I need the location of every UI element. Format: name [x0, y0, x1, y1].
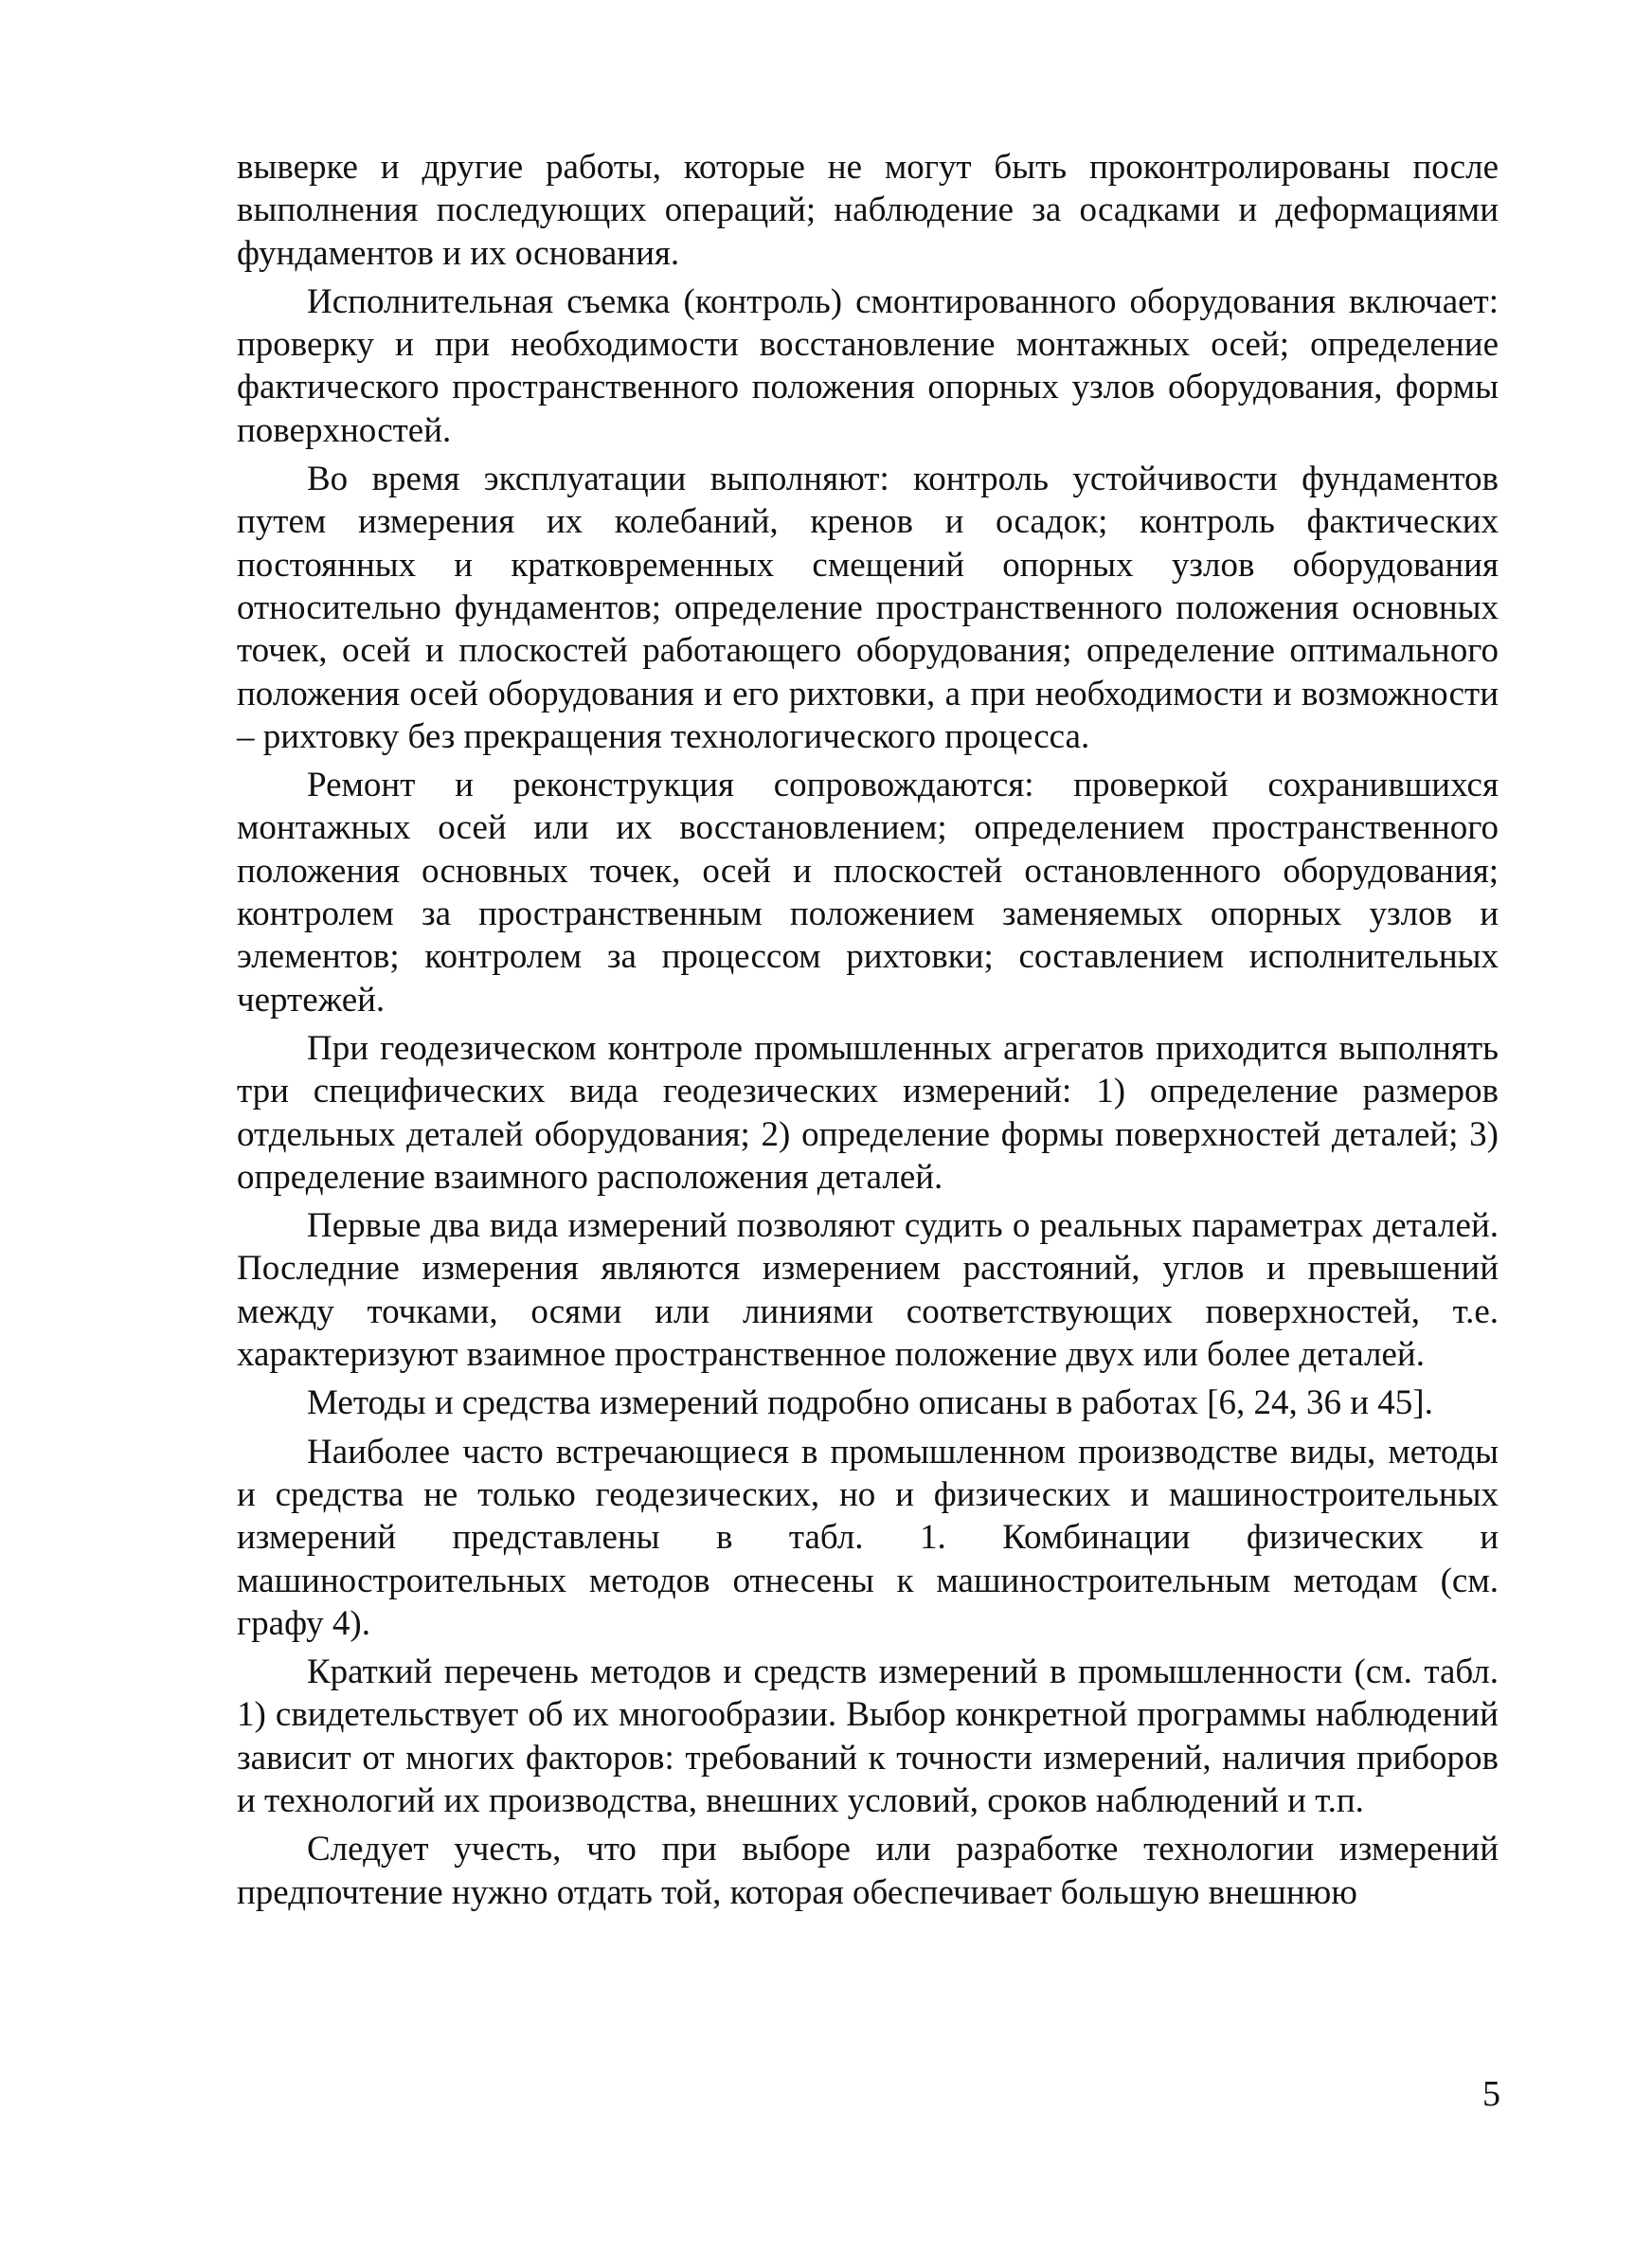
paragraph-repair: Ремонт и реконструкция сопровождаются: проверкой сохранившихся монтажных осей или их восстановлением; определением пространственного положения основных точек, осей и плоскостей остановленного оборудования; контролем за пространственным положением заменяемых опорных узлов и элементов; контролем за процессом рихтовки; составлением исполнительных чертежей. — [237, 766, 1499, 1020]
page-number: 5 — [1482, 2074, 1500, 2114]
body-text — [237, 146, 1499, 1920]
paragraph-industrial-methods: Наиболее часто встречающиеся в промышленном производстве виды, методы и средства не только геодезических, но и физических и машиностроительных измерений представлены в табл. 1. Комбинации физических и машиностроительных методов отнесены к машиностроительным методам (см. графу 4). — [237, 1432, 1499, 1643]
paragraph-method-choice: Краткий перечень методов и средств измерений в промышленности (см. табл. 1) свидетельствует об их многообразии. Выбор конкретной программы наблюдений зависит от многих факторов: требований к точности измерений, наличия приборов и технологий их производства, внешних условий, сроков наблюдений и т.п. — [237, 1652, 1499, 1820]
paragraph-technology-preference: Следует учесть, что при выборе или разработке технологии измерений предпочтение нужно отдать той, которая обеспечивает большую внешнюю — [237, 1830, 1499, 1912]
paragraph-geodetic-control: При геодезическом контроле промышленных агрегатов приходится выполнять три специфических вида геодезических измерений: 1) определение размеров отдельных деталей оборудования; 2) определение формы поверхностей деталей; 3) определение взаимного расположения деталей. — [237, 1028, 1499, 1197]
paragraph-methods-reference: Методы и средства измерений подробно описаны в работах [6, 24, 36 и 45]. — [307, 1383, 1433, 1423]
paragraph-measurement-types: Первые два вида измерений позволяют судить о реальных параметрах деталей. Последние измерения являются измерением расстояний, углов и превышений между точками, осями или линиями соответствующих поверхностей, т.е. характеризуют взаимное пространственное положение двух или более деталей. — [237, 1206, 1499, 1375]
paragraph-continuation: выверке и другие работы, которые не могут быть проконтролированы после выполнения последующих операций; наблюдение за осадками и деформациями фундаментов и их основания. — [237, 148, 1499, 273]
paragraph-as-built-survey: Исполнительная съемка (контроль) смонтированного оборудования включает: проверку и при необходимости восстановление монтажных осей; определение фактического пространственного положения опорных узлов оборудования, формы поверхностей. — [237, 281, 1499, 450]
paragraph-operation: Во время эксплуатации выполняют: контроль устойчивости фундаментов путем измерения их колебаний, кренов и осадок; контроль фактических постоянных и кратковременных смещений опорных узлов оборудования относительно фундаментов; определение пространственного положения основных точек, осей и плоскостей работающего оборудования; определение оптимального положения осей оборудования и его рихтовки, а при необходимости и возможности – рихтовку без прекращения технологического процесса. — [237, 460, 1499, 756]
